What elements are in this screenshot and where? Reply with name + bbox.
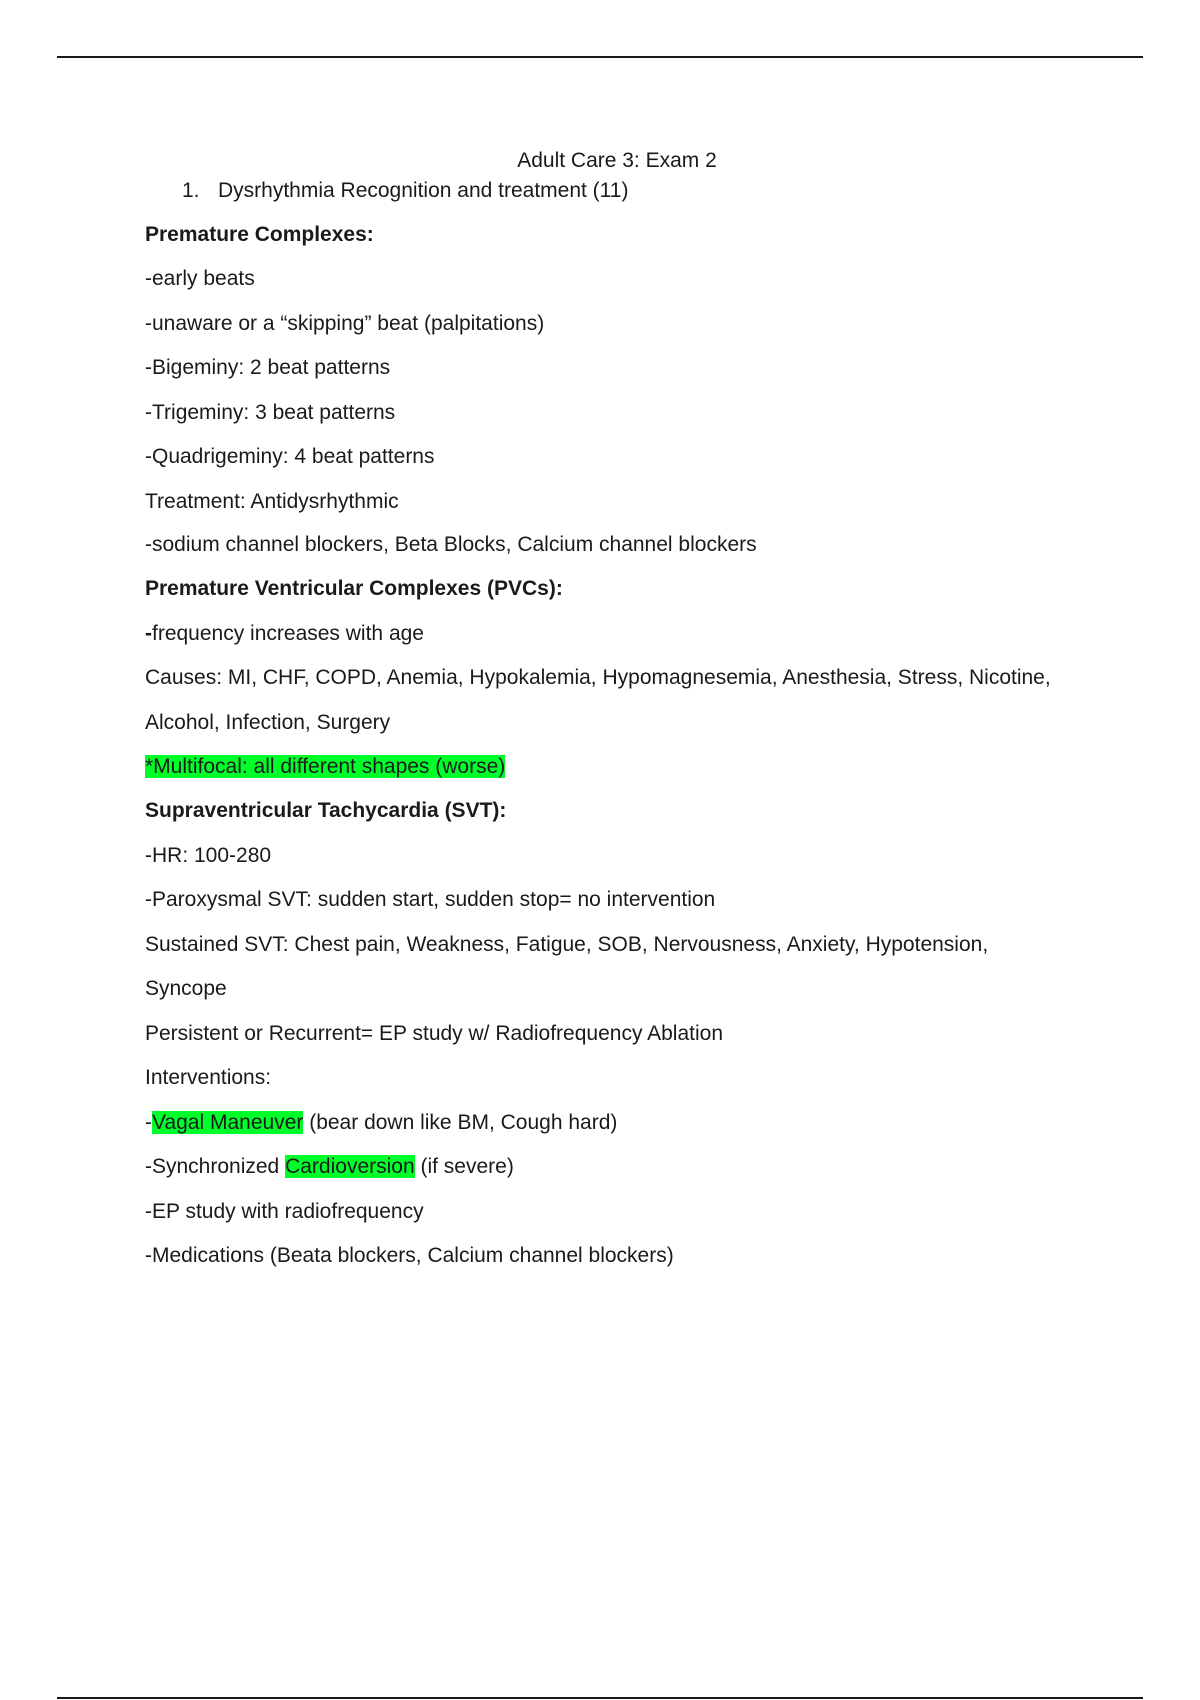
svt-sustained-line-1: Sustained SVT: Chest pain, Weakness, Fatigue, SOB, Nervousness, Anxiety, Hypotension, (145, 933, 989, 956)
list-number: 1. (182, 179, 200, 202)
svt-hr: -HR: 100-280 (145, 844, 272, 867)
vagal-suffix: (bear down like BM, Cough hard) (303, 1111, 618, 1134)
svt-vagal-maneuver (145, 1110, 617, 1136)
numbered-list-item (182, 178, 628, 204)
svt-medications: -Medications (Beata blockers, Calcium channel blockers) (145, 1244, 674, 1267)
pvc-frequency-dash: - (145, 622, 152, 645)
svt-persistent: Persistent or Recurrent= EP study w/ Radiofrequency Ablation (145, 1022, 724, 1045)
footer-rule (57, 1697, 1143, 1699)
premature-line-quadrigeminy: -Quadrigeminy: 4 beat patterns (145, 445, 435, 468)
header-rule (57, 56, 1143, 58)
premature-line-treatment: Treatment: Antidysrhythmic (145, 490, 399, 513)
sync-prefix: -Synchronized (145, 1155, 286, 1178)
pvc-causes-line-2: Alcohol, Infection, Surgery (145, 711, 391, 734)
pvc-heading: Premature Ventricular Complexes (PVCs): (145, 577, 563, 600)
pvc-causes-line-1: Causes: MI, CHF, COPD, Anemia, Hypokalemia, Hypomagnesemia, Anesthesia, Stress, Nicotine, (145, 666, 1051, 689)
premature-line-bigeminy: -Bigeminy: 2 beat patterns (145, 356, 391, 379)
premature-line-trigeminy: -Trigeminy: 3 beat patterns (145, 401, 396, 424)
premature-complexes-heading: Premature Complexes: (145, 223, 374, 246)
premature-line-skipping: -unaware or a “skipping” beat (palpitations) (145, 312, 545, 335)
document-title: Adult Care 3: Exam 2 (517, 149, 717, 172)
svt-heading: Supraventricular Tachycardia (SVT): (145, 799, 507, 822)
list-item-text: Dysrhythmia Recognition and treatment (11) (218, 179, 629, 202)
pvc-frequency-text: frequency increases with age (152, 622, 424, 645)
svt-cardioversion (145, 1154, 514, 1180)
premature-line-blockers: -sodium channel blockers, Beta Blocks, Calcium channel blockers (145, 533, 757, 556)
multifocal-highlight: *Multifocal: all different shapes (worse) (145, 755, 506, 778)
svt-interventions-label: Interventions: (145, 1066, 272, 1089)
vagal-prefix: - (145, 1111, 152, 1134)
svt-ep-study: -EP study with radiofrequency (145, 1200, 424, 1223)
premature-line-early-beats: -early beats (145, 267, 255, 290)
pvc-multifocal-note (145, 754, 505, 780)
vagal-highlight: Vagal Maneuver (152, 1111, 304, 1134)
svt-sustained-line-2: Syncope (145, 977, 227, 1000)
svt-paroxysmal: -Paroxysmal SVT: sudden start, sudden stop= no intervention (145, 888, 716, 911)
sync-suffix: (if severe) (414, 1155, 514, 1178)
cardioversion-highlight: Cardioversion (285, 1155, 415, 1178)
pvc-frequency (145, 621, 424, 647)
